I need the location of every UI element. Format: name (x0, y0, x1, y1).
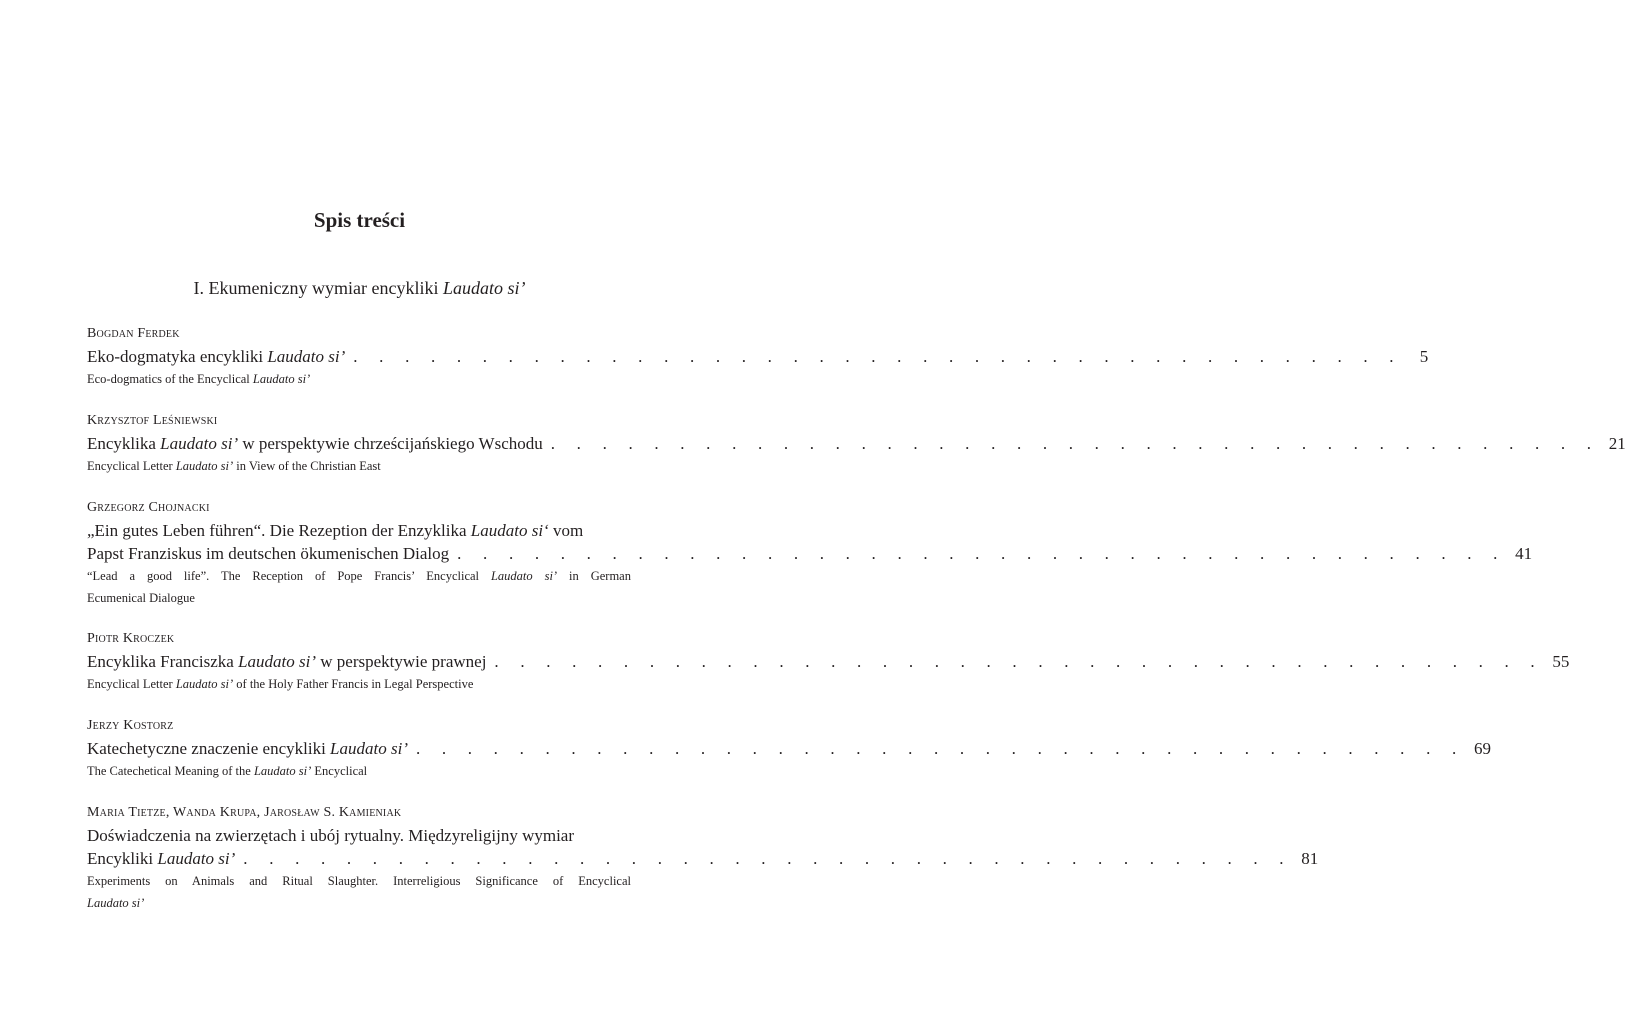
title-text: Encyklika (87, 434, 161, 453)
entry-title[interactable] (87, 650, 486, 673)
subtitle-text: “Lead a good life”. The Reception of Pope Francis’ Encyclical (87, 569, 491, 583)
entry-title[interactable] (87, 542, 449, 565)
title-text: Encyklika Franciszka (87, 652, 239, 671)
toc-entry (87, 497, 1533, 609)
section-title: Ekumeniczny wymiar encykliki (208, 278, 439, 298)
subtitle-italic: Laudato si’ (252, 372, 311, 386)
entry-subtitle (87, 455, 631, 477)
subtitle-text: in German (557, 569, 631, 583)
title-italic: Laudato si’ (157, 849, 236, 868)
subtitle-italic: Laudato si’ (175, 677, 234, 691)
page-number: 21 (1608, 434, 1626, 453)
title-text: Katechetyczne znaczenie encykliki (87, 739, 331, 758)
entry-title-row[interactable] (87, 542, 1533, 565)
subtitle-line: Experiments on Animals and Ritual Slaughter. Interreligious Significance of Encyclical (87, 874, 631, 888)
dot-leader: . . . . . . . . . . . . . . . . . . . . . . . . . . . . . . . . . . . . . . . . . (550, 434, 1600, 453)
title-italic: Laudato si’ (160, 434, 239, 453)
title-italic: Laudato si’ (330, 739, 408, 758)
entry-authors: Bogdan Ferdek (87, 326, 180, 341)
entry-authors: Maria Tietze, Wanda Krupa, Jarosław S. Kamieniak (87, 805, 402, 820)
toc-entry (87, 323, 1429, 390)
section-number: I. (193, 278, 205, 298)
subtitle-italic: Laudato si’ (253, 764, 312, 778)
entry-title-row[interactable] (87, 847, 1319, 870)
subtitle-line (87, 565, 631, 587)
entry-subtitle (87, 870, 631, 914)
entry-title-row[interactable] (87, 737, 1491, 760)
entry-title-line[interactable] (87, 519, 631, 542)
title-text: w perspektywie prawnej (316, 652, 487, 671)
entry-authors: Piotr Kroczek (87, 631, 175, 646)
entry-title-row[interactable] (87, 432, 1626, 455)
page-number: 81 (1301, 849, 1319, 868)
subtitle-italic: Laudato si’ (87, 896, 145, 910)
dot-leader: . . . . . . . . . . . . . . . . . . . . . . . . . . . . . . . . . . . . . . . . . (457, 544, 1507, 563)
title-text: „Ein gutes Leben führen“. Die Rezeption der Enzyklika (87, 521, 471, 540)
dot-leader: . . . . . . . . . . . . . . . . . . . . . . . . . . . . . . . . . . . . . . . . . (415, 739, 1465, 758)
entry-title-line[interactable]: Doświadczenia na zwierzętach i ubój rytualny. Międzyreligijny wymiar (87, 826, 574, 845)
title-italic: Laudato si‘ (470, 521, 549, 540)
title-text: vom (548, 521, 584, 540)
page-number: 41 (1515, 544, 1533, 563)
title-text: Eko-dogmatyka encykliki (87, 347, 268, 366)
subtitle-text: Eco-dogmatics of the Encyclical (87, 372, 253, 386)
subtitle-text: in View of the Christian East (233, 459, 381, 473)
subtitle-text: Encyclical Letter (87, 677, 176, 691)
page-number: 55 (1552, 652, 1570, 671)
entry-subtitle (87, 673, 631, 695)
subtitle-italic: Laudato si’ (175, 459, 234, 473)
toc-entry (87, 628, 1570, 695)
entry-authors: Jerzy Kostorz (87, 718, 174, 733)
subtitle-text: of the Holy Father Francis in Legal Perspective (233, 677, 474, 691)
subtitle-italic: Laudato si’ (490, 569, 558, 583)
entry-subtitle (87, 760, 631, 782)
subtitle-text: The Catechetical Meaning of the (87, 764, 254, 778)
page-number: 5 (1419, 347, 1429, 366)
toc-entry (87, 410, 1626, 477)
entry-subtitle (87, 368, 631, 390)
title-italic: Laudato si’ (238, 652, 316, 671)
entry-title[interactable] (87, 432, 543, 455)
title-italic: Laudato si’ (267, 347, 346, 366)
toc-entry (87, 802, 1319, 914)
page-title: Spis treści (313, 208, 406, 232)
dot-leader: . . . . . . . . . . . . . . . . . . . . . . . . . . . . . . . . . . . . . . . . . (494, 652, 1544, 671)
entry-authors: Grzegorz Chojnacki (87, 500, 210, 515)
title-text: w perspektywie chrześcijańskiego Wschodu (238, 434, 543, 453)
entry-title[interactable] (87, 737, 408, 760)
section-title-italic: Laudato si’ (442, 278, 526, 298)
dot-leader: . . . . . . . . . . . . . . . . . . . . . . . . . . . . . . . . . . . . . . . . . (243, 849, 1293, 868)
subtitle-line: Ecumenical Dialogue (87, 591, 195, 605)
subtitle-text: Encyclical (311, 764, 368, 778)
subtitle-text: Encyclical Letter (87, 459, 176, 473)
title-text: Encykliki (87, 849, 158, 868)
entry-title[interactable] (87, 847, 235, 870)
entry-subtitle (87, 565, 631, 609)
entry-title-row[interactable] (87, 650, 1570, 673)
entry-title-row[interactable] (87, 345, 1429, 368)
page-number: 69 (1473, 739, 1491, 758)
section-heading (0, 278, 719, 299)
toc-entry (87, 715, 1491, 782)
entry-title[interactable] (87, 345, 345, 368)
subtitle-line (87, 892, 631, 914)
entry-authors: Krzysztof Leśniewski (87, 413, 218, 428)
dot-leader: . . . . . . . . . . . . . . . . . . . . . . . . . . . . . . . . . . . . . . . . . (353, 347, 1403, 366)
title-text: Papst Franziskus im deutschen ökumenischen Dialog (87, 544, 450, 563)
